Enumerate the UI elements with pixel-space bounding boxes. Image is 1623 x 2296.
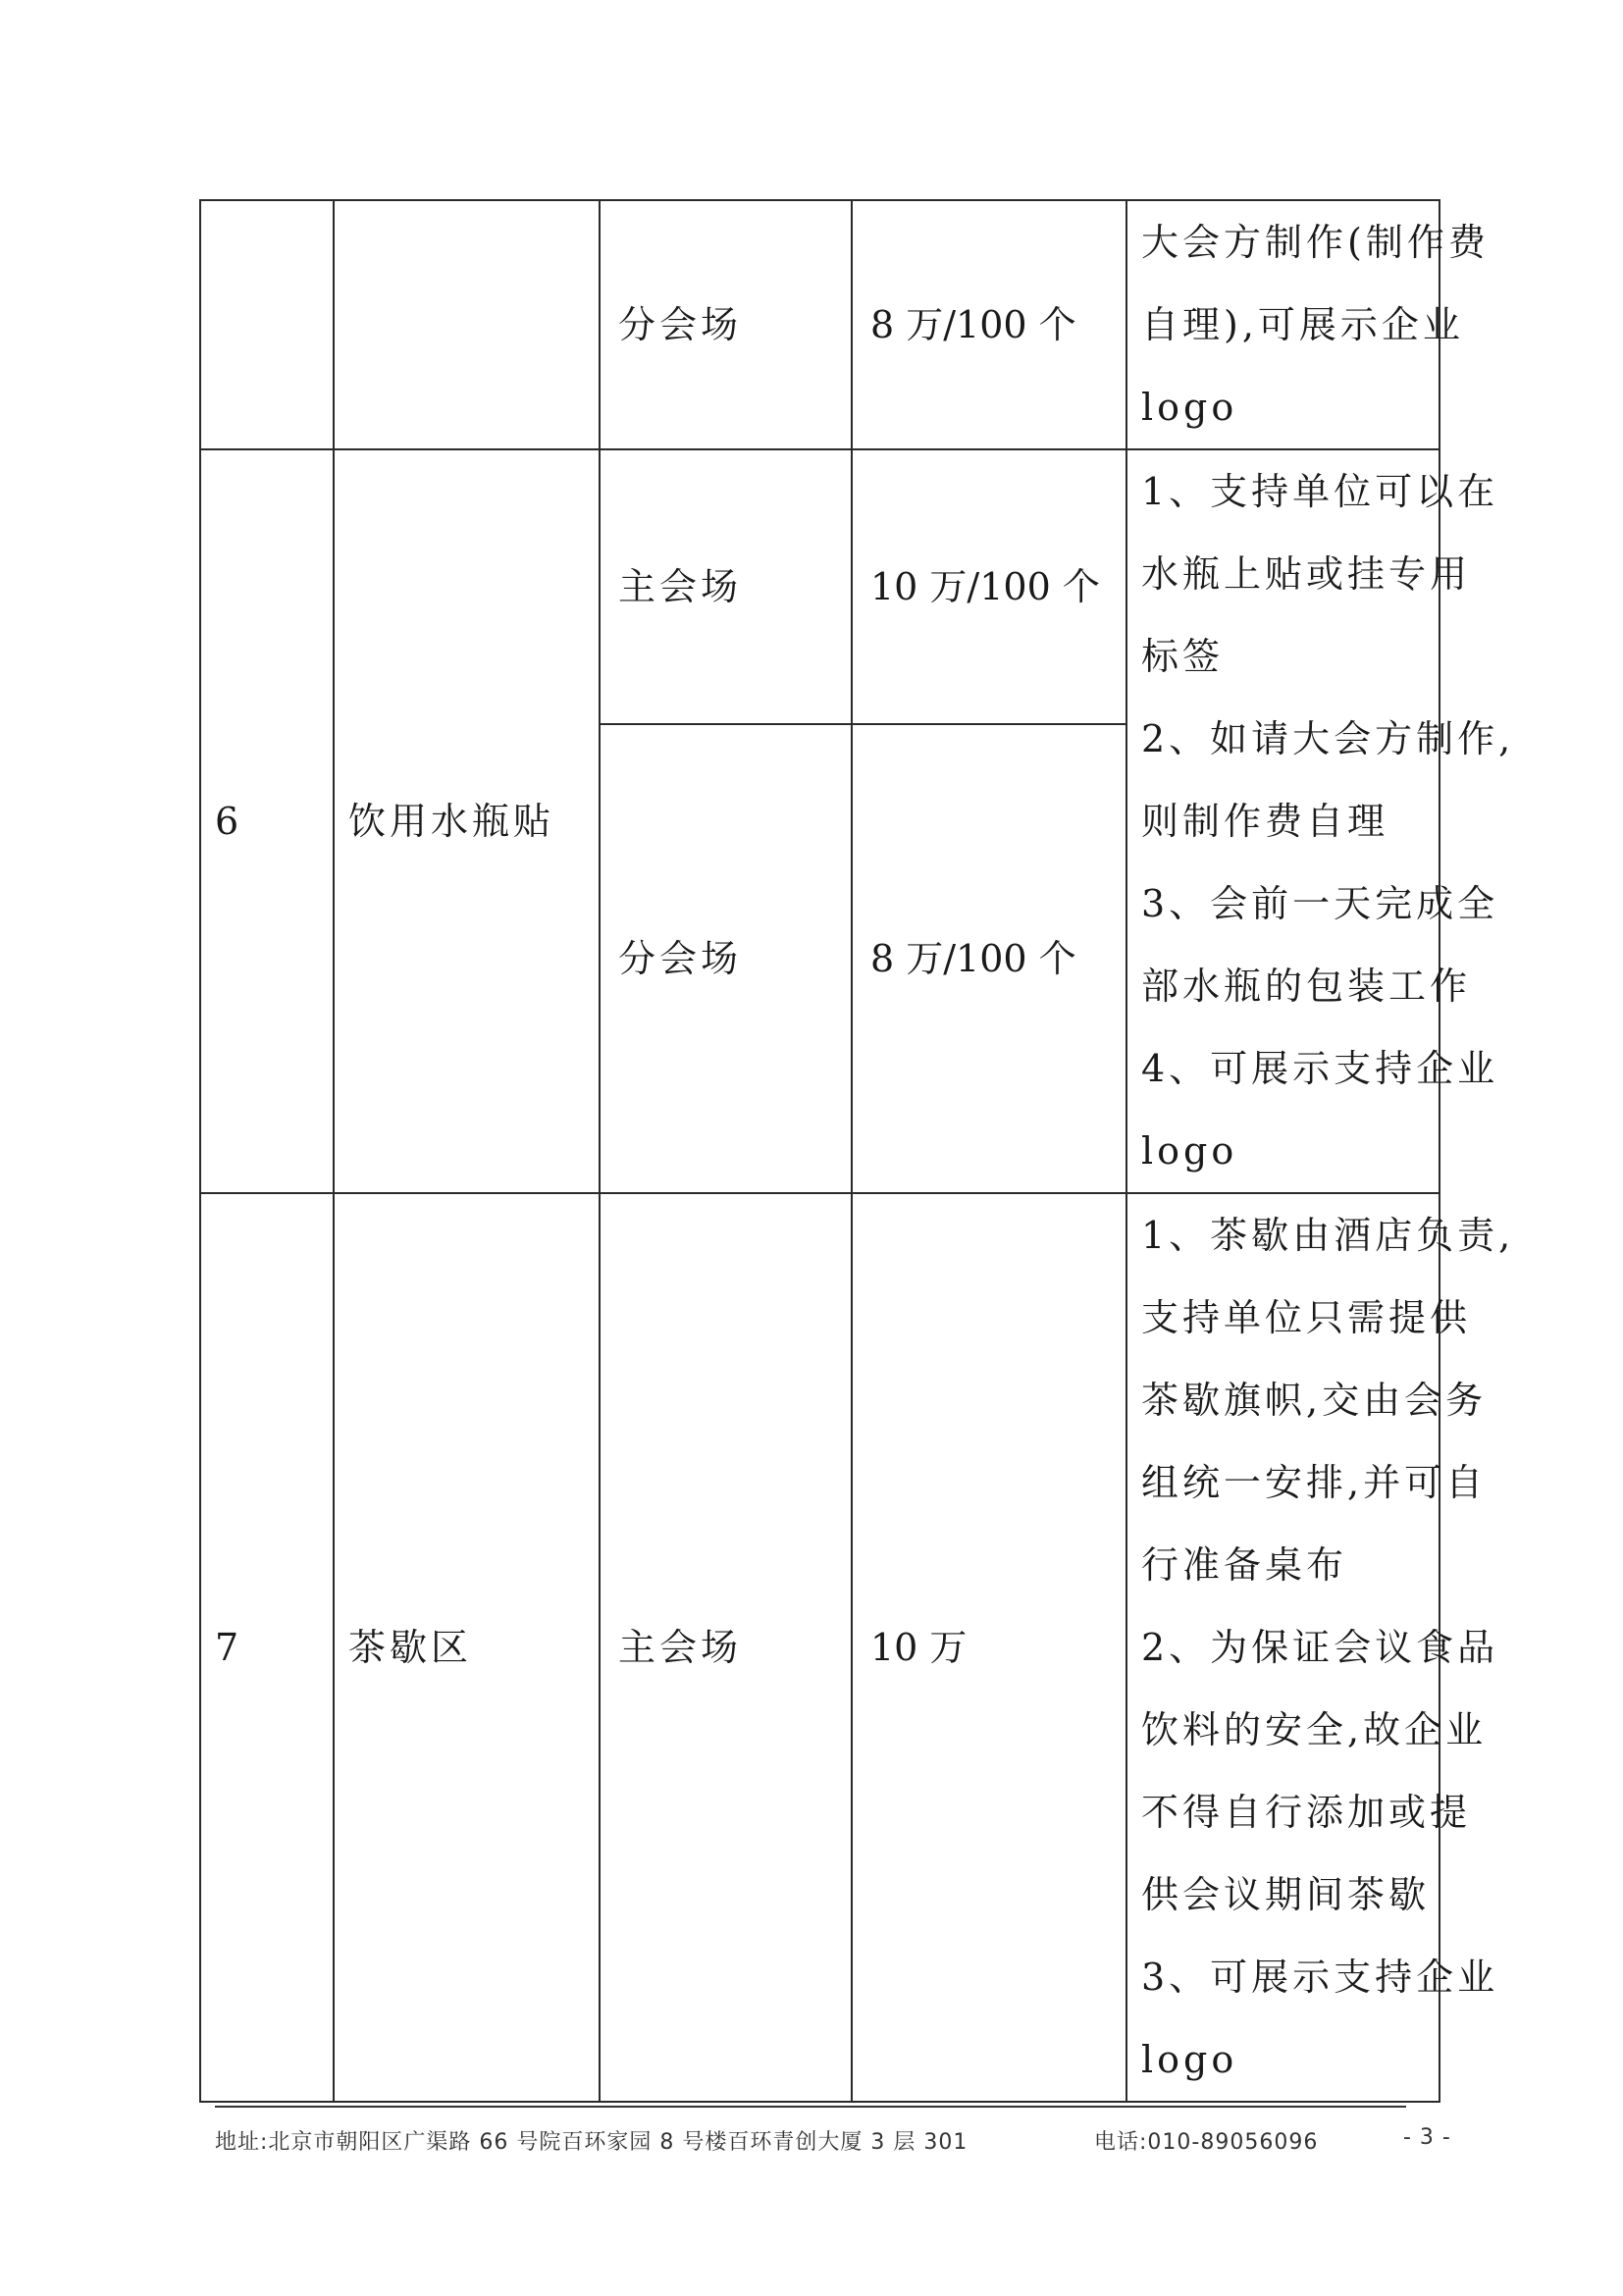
note-line: 部水瓶的包装工作: [1141, 965, 1472, 1008]
table-row: [200, 449, 1440, 724]
note-line: 水瓶上贴或挂专用: [1141, 552, 1472, 596]
footer-phone: 电话:010-89056096: [1094, 2130, 1319, 2155]
page-number: - 3 -: [1403, 2125, 1451, 2150]
row-number-cell: 6: [200, 449, 334, 1193]
item-name-cell: 茶歇区: [334, 1193, 600, 2102]
venue-cell: 主会场: [600, 449, 852, 724]
note-line: 3、可展示支持企业: [1141, 1956, 1499, 1999]
note-line: logo: [1141, 386, 1238, 429]
note-line: 自理),可展示企业: [1141, 303, 1464, 346]
note-line: 行准备桌布: [1141, 1543, 1348, 1587]
item-name-cell: 饮用水瓶贴: [334, 449, 600, 1193]
note-line: 不得自行添加或提: [1141, 1791, 1472, 1834]
note-line: 大会方制作(制作费: [1141, 221, 1490, 264]
price-cell: 10 万: [852, 1193, 1126, 2102]
note-line: 1、支持单位可以在: [1141, 470, 1499, 513]
note-line: 3、会前一天完成全: [1141, 882, 1499, 925]
table-row: [200, 200, 1440, 449]
note-line: logo: [1141, 2038, 1238, 2081]
row-number-cell: 7: [200, 1193, 334, 2102]
sponsorship-table: [199, 199, 1515, 2103]
row-number-cell: [200, 200, 334, 449]
table-row: [200, 1193, 1440, 2102]
note-line: 则制作费自理: [1141, 800, 1389, 843]
note-line: 茶歇旗帜,交由会务: [1141, 1379, 1488, 1422]
note-cell: [1126, 200, 1490, 449]
note-cell: [1126, 1193, 1515, 2102]
note-line: 供会议期间茶歇: [1141, 1873, 1431, 1916]
price-cell: 8 万/100 个: [852, 724, 1126, 1193]
price-cell: 10 万/100 个: [852, 449, 1126, 724]
note-line: 饮料的安全,故企业: [1141, 1708, 1488, 1751]
venue-cell: 主会场: [600, 1193, 852, 2102]
note-line: logo: [1141, 1129, 1238, 1173]
note-line: 1、茶歇由酒店负责,: [1141, 1214, 1515, 1257]
venue-cell: 分会场: [600, 724, 852, 1193]
note-line: 2、为保证会议食品: [1141, 1626, 1499, 1669]
note-line: 4、可展示支持企业: [1141, 1047, 1499, 1090]
footer-divider: [215, 2106, 1406, 2108]
note-line: 标签: [1141, 635, 1225, 678]
note-cell: [1126, 449, 1515, 1193]
note-line: 支持单位只需提供: [1141, 1296, 1472, 1339]
item-name-cell: [334, 200, 600, 449]
venue-cell: 分会场: [600, 200, 852, 449]
note-line: 组统一安排,并可自: [1141, 1461, 1488, 1504]
price-cell: 8 万/100 个: [852, 200, 1126, 449]
footer-address: 地址:北京市朝阳区广渠路 66 号院百环家园 8 号楼百环青创大厦 3 层 301: [215, 2130, 969, 2155]
note-line: 2、如请大会方制作,: [1141, 717, 1515, 760]
